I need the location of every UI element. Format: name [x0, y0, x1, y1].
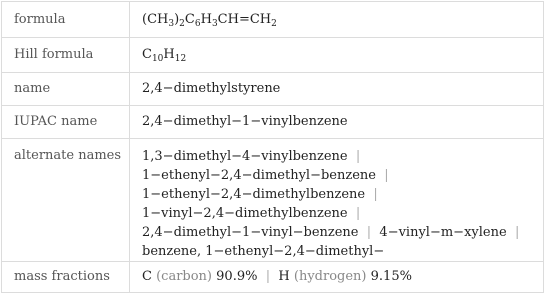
element-symbol: C — [142, 269, 152, 284]
separator: | — [366, 225, 372, 240]
row-label: IUPAC name — [14, 114, 98, 129]
name-value: 2,4−dimethylstyrene — [142, 81, 281, 96]
row-name — [2, 73, 543, 106]
mass-fraction: 90.9% — [216, 269, 258, 284]
alternate-name: 1−ethenyl−2,4−dimethyl−benzene — [142, 168, 376, 183]
row-label: mass fractions — [14, 269, 110, 284]
formula-part: H — [200, 12, 212, 27]
alternate-name-line — [142, 185, 519, 204]
alternate-name: 1,3−dimethyl−4−vinylbenzene — [142, 149, 348, 164]
row-hill-formula — [2, 38, 543, 73]
column-divider — [129, 106, 130, 138]
alternate-name: 4−vinyl−m−xylene — [379, 225, 507, 240]
column-divider — [129, 139, 130, 261]
formula-part: C — [142, 47, 152, 62]
alternate-name: 2,4−dimethyl−1−vinyl−benzene — [142, 225, 359, 240]
row-mass-fractions — [2, 262, 543, 293]
formula-part: ) — [174, 12, 180, 27]
alternate-name-line — [142, 147, 519, 166]
separator: | — [384, 168, 389, 183]
formula-subscript: 3 — [211, 19, 218, 29]
column-divider — [129, 262, 130, 293]
row-alternate-names — [2, 139, 543, 262]
row-label: formula — [14, 12, 66, 27]
row-formula — [2, 2, 543, 38]
column-divider — [129, 2, 130, 37]
separator: | — [355, 149, 361, 164]
alternate-name-line — [142, 204, 519, 223]
element-symbol: H — [278, 269, 290, 284]
iupac-name-value: 2,4−dimethyl−1−vinylbenzene — [142, 114, 348, 129]
formula-subscript: 6 — [194, 19, 201, 29]
element-name: (carbon) — [156, 269, 213, 284]
properties-table — [1, 1, 544, 293]
alternate-name: 1−ethenyl−2,4−dimethylbenzene — [142, 187, 366, 202]
row-label: Hill formula — [14, 47, 94, 62]
row-label: name — [14, 81, 51, 96]
formula-value — [142, 12, 277, 27]
row-label: alternate names — [14, 148, 122, 163]
alternate-names-value — [142, 147, 519, 261]
formula-subscript: 2 — [271, 19, 277, 29]
alternate-name-line — [142, 223, 519, 242]
separator: | — [373, 187, 378, 202]
formula-part: (CH — [142, 12, 169, 27]
alternate-name: benzene, 1−ethenyl−2,4−dimethyl− — [142, 244, 385, 259]
separator: | — [514, 225, 520, 240]
formula-part: CH=CH — [217, 12, 272, 27]
mass-fractions-value — [142, 269, 412, 284]
formula-subscript: 10 — [151, 54, 164, 64]
alternate-name-line — [142, 242, 519, 261]
separator: | — [265, 269, 271, 284]
formula-subscript: 3 — [168, 19, 175, 29]
column-divider — [129, 73, 130, 105]
mass-fraction: 9.15% — [370, 269, 412, 284]
formula-part: H — [163, 47, 175, 62]
separator: | — [355, 206, 361, 221]
alternate-name-line — [142, 166, 519, 185]
formula-subscript: 2 — [179, 19, 185, 29]
column-divider — [129, 38, 130, 72]
element-name: (hydrogen) — [293, 269, 367, 284]
formula-subscript: 12 — [174, 54, 187, 64]
alternate-name: 1−vinyl−2,4−dimethylbenzene — [142, 206, 348, 221]
hill-formula-value — [142, 47, 186, 62]
row-iupac-name — [2, 106, 543, 139]
formula-part: C — [184, 12, 195, 27]
